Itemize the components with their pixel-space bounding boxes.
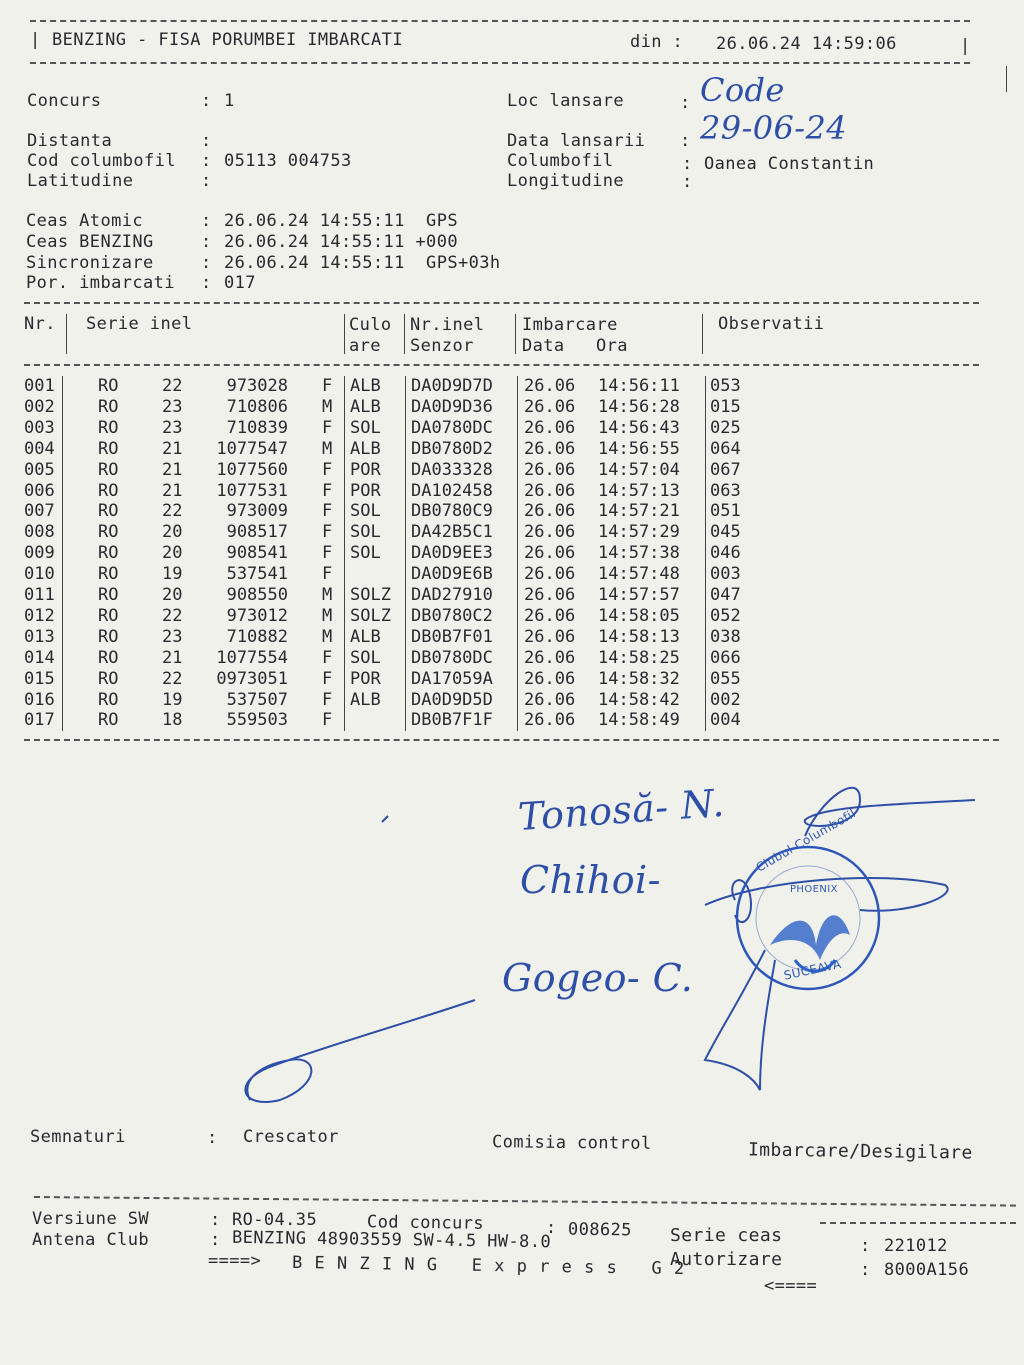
- row-sex: F: [322, 668, 333, 689]
- loc-lansare-label: Loc lansare: [507, 91, 624, 111]
- row-nr: 001: [24, 376, 55, 396]
- row-nr: 017: [24, 710, 55, 731]
- row-date: 26.06: [524, 417, 576, 438]
- row-time: 14:56:55: [598, 438, 680, 459]
- row-sex: M: [322, 396, 333, 417]
- banner-text: B E N Z I N G E x p r e s s G 2: [291, 1252, 686, 1280]
- row-ring: 908517: [226, 522, 288, 543]
- row-year: 19: [162, 564, 183, 585]
- columbofil-label: Columbofil: [507, 151, 614, 171]
- row-nr: 008: [24, 522, 55, 543]
- crescator-label: Crescator: [243, 1127, 339, 1147]
- row-country: RO: [98, 376, 119, 396]
- row-date: 26.06: [524, 522, 576, 543]
- row-obs: 004: [710, 710, 741, 731]
- row-sensor: DA17059A: [411, 668, 493, 689]
- row-nr: 010: [24, 564, 55, 585]
- row-time: 14:56:28: [598, 396, 680, 417]
- control-signature: [705, 950, 775, 1090]
- row-time: 14:56:11: [598, 376, 680, 396]
- row-sensor: DA42B5C1: [411, 522, 493, 543]
- antena-label: Antena Club: [32, 1230, 149, 1250]
- row-time: 14:58:25: [598, 647, 680, 668]
- row-nr: 015: [24, 668, 55, 689]
- row-nr: 009: [24, 543, 55, 564]
- semnaturi-label: Semnaturi: [30, 1127, 126, 1147]
- row-time: 14:58:49: [598, 710, 680, 731]
- row-obs: 051: [710, 501, 741, 522]
- row-color: SOL: [350, 647, 381, 668]
- row-year: 22: [162, 605, 183, 626]
- row-sensor: DA0D9D7D: [411, 376, 493, 396]
- row-color: SOLZ: [350, 605, 391, 626]
- row-time: 14:58:32: [598, 668, 680, 689]
- row-ring: 559503: [226, 710, 288, 731]
- row-sex: F: [322, 710, 333, 731]
- row-date: 26.06: [524, 376, 576, 396]
- ceas-atomic-label: Ceas Atomic: [26, 211, 143, 231]
- row-color: ALB: [350, 626, 381, 647]
- row-ring: 908550: [226, 585, 288, 605]
- pen-mark: [382, 816, 388, 822]
- row-year: 23: [162, 417, 183, 438]
- distanta-label: Distanta: [27, 131, 113, 151]
- col-header-data: Data: [522, 336, 565, 356]
- imbarcare-desigilare-label: Imbarcare/Desigilare: [747, 1139, 973, 1164]
- row-year: 20: [162, 522, 183, 543]
- row-country: RO: [98, 564, 119, 585]
- latitudine-label: Latitudine: [27, 171, 134, 191]
- row-time: 14:57:38: [598, 543, 680, 564]
- row-ring: 1077554: [216, 647, 288, 668]
- pipe-left: |: [30, 30, 41, 50]
- row-year: 21: [162, 438, 183, 459]
- row-nr: 005: [24, 459, 55, 480]
- col-header-imbarcare: Imbarcare: [522, 315, 618, 335]
- din-value: 26.06.24 14:59:06: [716, 34, 897, 54]
- col-header-nr: Nr.: [24, 314, 56, 334]
- row-ring: 710806: [226, 396, 288, 417]
- por-imbarcati-value: 017: [224, 273, 256, 293]
- row-year: 22: [162, 501, 183, 522]
- row-ring: 973009: [226, 501, 288, 522]
- row-obs: 055: [710, 668, 741, 689]
- col-header-observatii: Observatii: [718, 314, 825, 334]
- handwritten-name-1: Tonosă- N.: [516, 780, 726, 840]
- row-country: RO: [98, 543, 119, 564]
- row-year: 22: [162, 376, 183, 396]
- row-sex: F: [322, 480, 333, 501]
- row-date: 26.06: [524, 710, 576, 731]
- row-time: 14:57:21: [598, 501, 680, 522]
- row-sensor: DB0780D2: [411, 438, 493, 459]
- col-header-culo: Culo: [349, 315, 392, 335]
- row-obs: 038: [710, 626, 741, 647]
- cod-columbofil-label: Cod columbofil: [27, 151, 176, 171]
- sheet-title: BENZING - FISA PORUMBEI IMBARCATI: [52, 30, 403, 50]
- row-year: 23: [162, 396, 183, 417]
- row-country: RO: [98, 438, 119, 459]
- versiune-value: RO-04.35: [232, 1210, 318, 1230]
- row-country: RO: [98, 585, 119, 605]
- row-sensor: DA0D9EE3: [411, 543, 493, 564]
- row-time: 14:57:13: [598, 480, 680, 501]
- row-date: 26.06: [524, 647, 576, 668]
- col-header-nrinel: Nr.inel: [410, 315, 485, 335]
- row-ring: 973028: [226, 376, 288, 396]
- row-country: RO: [98, 396, 119, 417]
- versiune-label: Versiune SW: [32, 1209, 149, 1229]
- row-obs: 045: [710, 522, 741, 543]
- autorizare-value: 8000A156: [884, 1260, 970, 1280]
- row-sex: F: [322, 376, 333, 396]
- row-color: POR: [350, 459, 381, 480]
- row-date: 26.06: [524, 689, 576, 710]
- row-country: RO: [98, 605, 119, 626]
- row-sensor: DA0780DC: [411, 417, 493, 438]
- row-color: SOL: [350, 543, 381, 564]
- row-obs: 002: [710, 689, 741, 710]
- stamp-text-mid: PHOENIX: [790, 884, 838, 895]
- row-country: RO: [98, 501, 119, 522]
- row-nr: 004: [24, 438, 55, 459]
- row-color: SOL: [350, 522, 381, 543]
- row-ring: 0973051: [216, 668, 288, 689]
- row-sex: F: [322, 501, 333, 522]
- row-sex: F: [322, 522, 333, 543]
- row-nr: 002: [24, 396, 55, 417]
- row-time: 14:57:29: [598, 522, 680, 543]
- row-year: 20: [162, 543, 183, 564]
- concurs-value: 1: [224, 91, 235, 111]
- row-color: ALB: [350, 689, 381, 710]
- row-country: RO: [98, 459, 119, 480]
- loc-lansare-value: Code: [700, 71, 785, 109]
- row-time: 14:57:48: [598, 564, 680, 585]
- row-country: RO: [98, 417, 119, 438]
- ceas-benzing-label: Ceas BENZING: [26, 232, 154, 252]
- stamp-text-top: Clubul Columbofil: [753, 806, 859, 875]
- por-imbarcati-label: Por. imbarcati: [26, 273, 175, 293]
- col-header-serie: Serie inel: [86, 314, 193, 334]
- row-sensor: DB0B7F01: [411, 626, 493, 647]
- serie-ceas-label: Serie ceas: [670, 1225, 783, 1246]
- row-date: 26.06: [524, 501, 576, 522]
- banner-left: ====>: [208, 1251, 262, 1271]
- banner-right: <====: [764, 1276, 818, 1296]
- row-year: 21: [162, 480, 183, 501]
- row-time: 14:58:42: [598, 689, 680, 710]
- row-ring: 908541: [226, 543, 288, 564]
- row-sex: F: [322, 459, 333, 480]
- row-year: 19: [162, 689, 183, 710]
- row-sex: M: [322, 626, 333, 647]
- row-nr: 011: [24, 585, 55, 605]
- antena-value: BENZING 48903559 SW-4.5 HW-8.0: [231, 1227, 552, 1253]
- serie-ceas-value: 221012: [884, 1236, 948, 1256]
- row-sex: F: [322, 689, 333, 710]
- row-country: RO: [98, 689, 119, 710]
- row-color: ALB: [350, 396, 381, 417]
- sincronizare-value: 26.06.24 14:55:11 GPS+03h: [224, 253, 501, 273]
- cod-concurs-value: 008625: [567, 1219, 632, 1241]
- row-year: 22: [162, 668, 183, 689]
- handwritten-name-2: Chihoi-: [520, 858, 661, 902]
- cod-concurs-label: Cod concurs: [366, 1212, 485, 1234]
- row-sex: F: [322, 564, 333, 585]
- row-ring: 1077560: [216, 459, 288, 480]
- col-header-senzor: Senzor: [410, 336, 474, 356]
- row-sex: F: [322, 647, 333, 668]
- row-obs: 015: [710, 396, 741, 417]
- ceas-benzing-value: 26.06.24 14:55:11 +000: [224, 232, 458, 252]
- row-sensor: DA0D9D5D: [411, 689, 493, 710]
- row-color: SOL: [350, 501, 381, 522]
- row-year: 18: [162, 710, 183, 731]
- row-color: SOL: [350, 417, 381, 438]
- row-date: 26.06: [524, 564, 576, 585]
- row-ring: 537541: [226, 564, 288, 585]
- stamp-text-bottom: SUCEAVA: [782, 956, 843, 983]
- row-date: 26.06: [524, 626, 576, 647]
- row-sex: M: [322, 585, 333, 605]
- row-color: POR: [350, 480, 381, 501]
- row-nr: 016: [24, 689, 55, 710]
- col-header-ora: Ora: [596, 336, 628, 356]
- row-obs: 047: [710, 585, 741, 605]
- boarding-sheet: | BENZING - FISA PORUMBEI IMBARCATI din : 26.06.24 14:59:06 | Concurs : 1 Loc lansare : Code Distanta : Data lansarii : 29-06-24 Cod columbofil : 05113 004753 Columbofil : Oanea Constantin Latitudine : Longitudine : Ceas Atomic : 26.06.24 14:55:11 GPS Ceas BENZING : 26.06.24 14:55:11 +000 Sincronizare : 26.06.24 14:55:11 GPS+03h Por. imbarcati : 017 Nr. Serie inel Culo are Nr.inel Senzor Imbarcare Data Ora Observatii 001 RO 22 973028 F ALB DA0D9D7D 26.06 14:56:11 053 002 RO 23 710806 M ALB DA0D9D36 26.06 14:56:28 015 003 RO 23 710839 F SOL DA0780DC 26.06 14:56:43 025 004 RO 21 1077547 M ALB DB0780D2 26.06 14:56:55 064 005 RO 21 1077560 F POR DA033328 26.06 14:57:04 067 006 RO 21 1077531 F POR DA102458 26.06 14:57:13 063 007 RO 22 973009 F SOL DB0780C9 26.06 14:57:21 051 008 RO 20 908517 F SOL DA42B5C1 26.06 14:57:29 045 009 RO 20 908541 F SOL DA0D9EE3 26.06 14:57:38 046 010 RO 19 537541 F DA0D9E6B 26.06 14:57:48 003 011 RO 20 908550 M SOLZ DAD27910 26.06 14:57:57 047 012 RO 22 973012 M SOLZ DB0780C2 26.06 14:58:05 052 013 RO 23 710882 M ALB DB0B7F01 26.06 14:58:13 038 014 RO 21 1077554 F SOL DB0780DC 26.06 14:58:25 066 015 RO 22 0973051 F POR DA17059A 26.06 14:58:32 055 016 RO 19 537507 F ALB DA0D9D5D 26.06 14:58:42 002 017 RO 18 559503 F DB0B7F1F 26.06 14:58:49 004 Clubul Columbofil PHOENIX SUCEAVA Tonosă- N. Chihoi- Gogeo- C. Semnaturi : Crescator Comisia control Imbarcare/Desigilare Versiune SW : RO-04.35 Cod concurs : 008625 Antena Club : BENZING 48903559 SW-4.5 HW-8.0 Serie ceas : 221012 Autorizare : 8000A156 ====> B E N Z I N G E x p r e s s G 2 <====: [0, 0, 1024, 1365]
- row-time: 14:57:04: [598, 459, 680, 480]
- row-color: ALB: [350, 376, 381, 396]
- row-sensor: DA033328: [411, 459, 493, 480]
- row-color: SOLZ: [350, 585, 391, 605]
- row-date: 26.06: [524, 668, 576, 689]
- row-obs: 064: [710, 438, 741, 459]
- row-obs: 067: [710, 459, 741, 480]
- col-header-are: are: [349, 336, 381, 356]
- row-ring: 710882: [226, 626, 288, 647]
- ceas-atomic-value: 26.06.24 14:55:11 GPS: [224, 211, 458, 231]
- longitudine-label: Longitudine: [507, 171, 624, 191]
- row-country: RO: [98, 710, 119, 731]
- crescator-signature: [245, 1000, 475, 1102]
- row-sensor: DA102458: [411, 480, 493, 501]
- row-year: 21: [162, 459, 183, 480]
- cod-columbofil-value: 05113 004753: [224, 151, 352, 171]
- row-sensor: DAD27910: [411, 585, 493, 605]
- row-time: 14:58:05: [598, 605, 680, 626]
- row-ring: 537507: [226, 689, 288, 710]
- row-country: RO: [98, 647, 119, 668]
- row-color: ALB: [350, 438, 381, 459]
- row-obs: 053: [710, 376, 741, 396]
- row-ring: 1077547: [216, 438, 288, 459]
- autorizare-label: Autorizare: [670, 1249, 783, 1270]
- pipe-right: |: [960, 36, 971, 56]
- divider: [820, 1222, 1016, 1224]
- row-obs: 063: [710, 480, 741, 501]
- row-year: 21: [162, 647, 183, 668]
- row-date: 26.06: [524, 480, 576, 501]
- row-sensor: DB0780C9: [411, 501, 493, 522]
- row-ring: 973012: [226, 605, 288, 626]
- row-sex: M: [322, 605, 333, 626]
- row-obs: 052: [710, 605, 741, 626]
- row-color: POR: [350, 668, 381, 689]
- row-sensor: DB0780DC: [411, 647, 493, 668]
- row-country: RO: [98, 626, 119, 647]
- row-date: 26.06: [524, 396, 576, 417]
- row-obs: 003: [710, 564, 741, 585]
- row-date: 26.06: [524, 585, 576, 605]
- row-ring: 1077531: [216, 480, 288, 501]
- data-lansarii-label: Data lansarii: [507, 131, 646, 151]
- row-date: 26.06: [524, 438, 576, 459]
- row-country: RO: [98, 480, 119, 501]
- row-time: 14:57:57: [598, 585, 680, 605]
- row-year: 23: [162, 626, 183, 647]
- row-sensor: DB0B7F1F: [411, 710, 493, 731]
- row-country: RO: [98, 668, 119, 689]
- row-obs: 066: [710, 647, 741, 668]
- row-country: RO: [98, 522, 119, 543]
- data-lansarii-value: 29-06-24: [700, 109, 847, 147]
- row-nr: 006: [24, 480, 55, 501]
- row-obs: 025: [710, 417, 741, 438]
- row-year: 20: [162, 585, 183, 605]
- row-nr: 003: [24, 417, 55, 438]
- row-sensor: DB0780C2: [411, 605, 493, 626]
- concurs-label: Concurs: [27, 91, 102, 111]
- comisia-label: Comisia control: [491, 1132, 652, 1154]
- row-time: 14:58:13: [598, 626, 680, 647]
- row-sex: F: [322, 543, 333, 564]
- row-date: 26.06: [524, 605, 576, 626]
- row-sensor: DA0D9E6B: [411, 564, 493, 585]
- row-nr: 012: [24, 605, 55, 626]
- row-ring: 710839: [226, 417, 288, 438]
- row-nr: 007: [24, 501, 55, 522]
- row-obs: 046: [710, 543, 741, 564]
- flourish-small: [732, 880, 751, 922]
- row-nr: 013: [24, 626, 55, 647]
- row-sex: M: [322, 438, 333, 459]
- handwritten-name-3: Gogeo- C.: [502, 956, 694, 1000]
- row-date: 26.06: [524, 459, 576, 480]
- row-sensor: DA0D9D36: [411, 396, 493, 417]
- row-time: 14:56:43: [598, 417, 680, 438]
- columbofil-value: Oanea Constantin: [704, 154, 875, 174]
- row-sex: F: [322, 417, 333, 438]
- din-label: din :: [630, 32, 684, 52]
- sincronizare-label: Sincronizare: [26, 253, 154, 273]
- row-nr: 014: [24, 647, 55, 668]
- row-date: 26.06: [524, 543, 576, 564]
